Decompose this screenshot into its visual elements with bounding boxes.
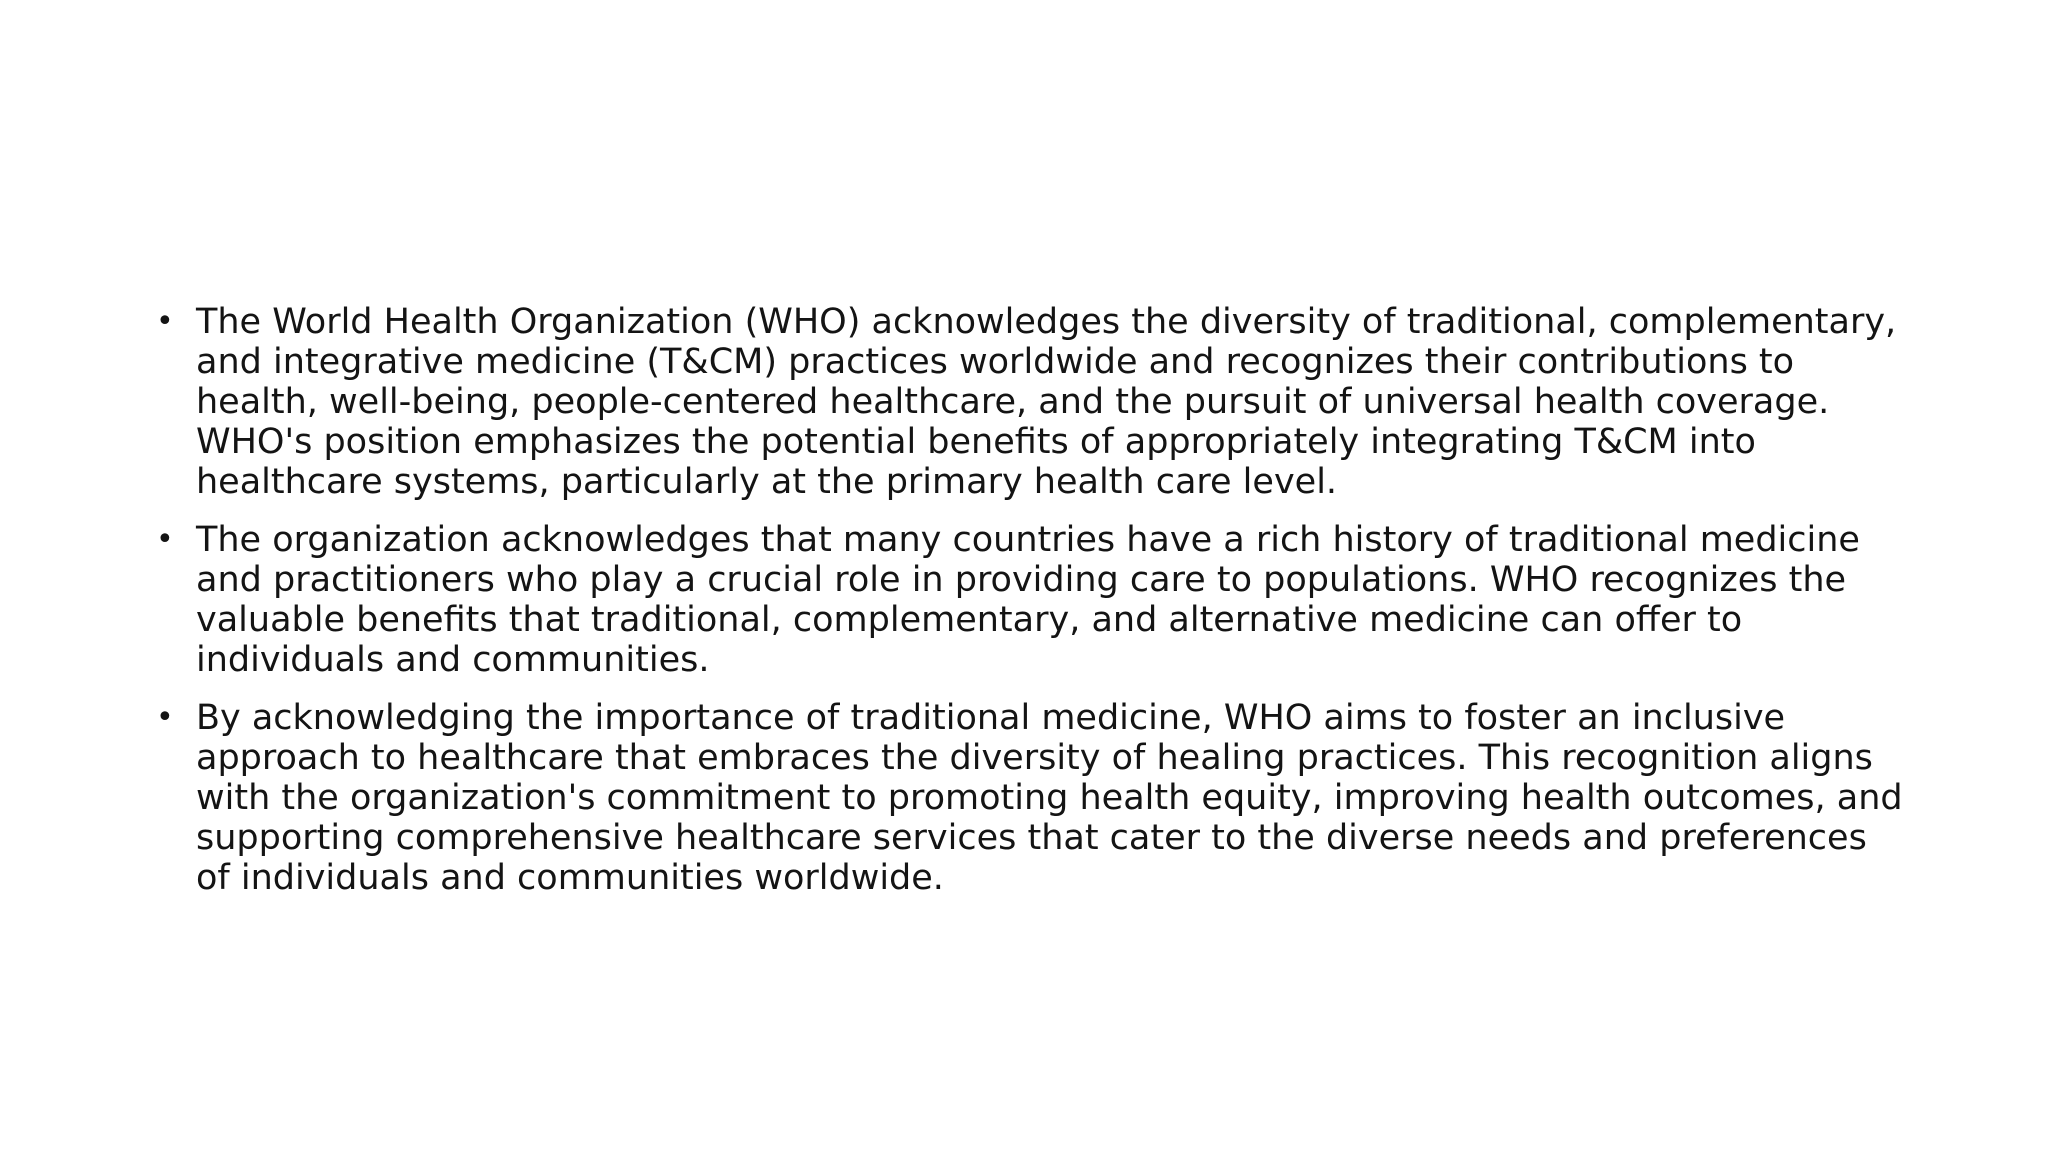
bullet-item-rich-history (150, 520, 1910, 680)
bullet-text: The World Health Organization (WHO) acknowledges the diversity of traditional, complementary, and integrative medicine (T&CM) practices worldwide and recognizes their contributions to health, well-being, people-centered healthcare, and the pursuit of universal health coverage. WHO's position emphasizes the potential benefits of appropriately integrating T&CM into healthcare systems, particularly at the primary health care level. (196, 302, 1897, 502)
bullet-list (150, 302, 1910, 898)
bullet-item-who-acknowledges-tcm (150, 302, 1910, 502)
bullet-text: By acknowledging the importance of traditional medicine, WHO aims to foster an inclusive approach to healthcare that embraces the diversity of healing practices. This recognition aligns with the organization's commitment to promoting health equity, improving health outcomes, and supporting comprehensive healthcare services that cater to the diverse needs and preferences of individuals and communities worldwide. (196, 698, 1903, 898)
bullet-marker: • (156, 304, 174, 339)
bullet-marker: • (156, 522, 174, 557)
bullet-marker: • (156, 700, 174, 735)
bullet-item-inclusive-approach (150, 698, 1910, 898)
bullet-text: The organization acknowledges that many countries have a rich history of traditional medicine and practitioners who play a crucial role in providing care to populations. WHO recognizes the valuable benefits that traditional, complementary, and alternative medicine can offer to individuals and communities. (196, 520, 1860, 680)
